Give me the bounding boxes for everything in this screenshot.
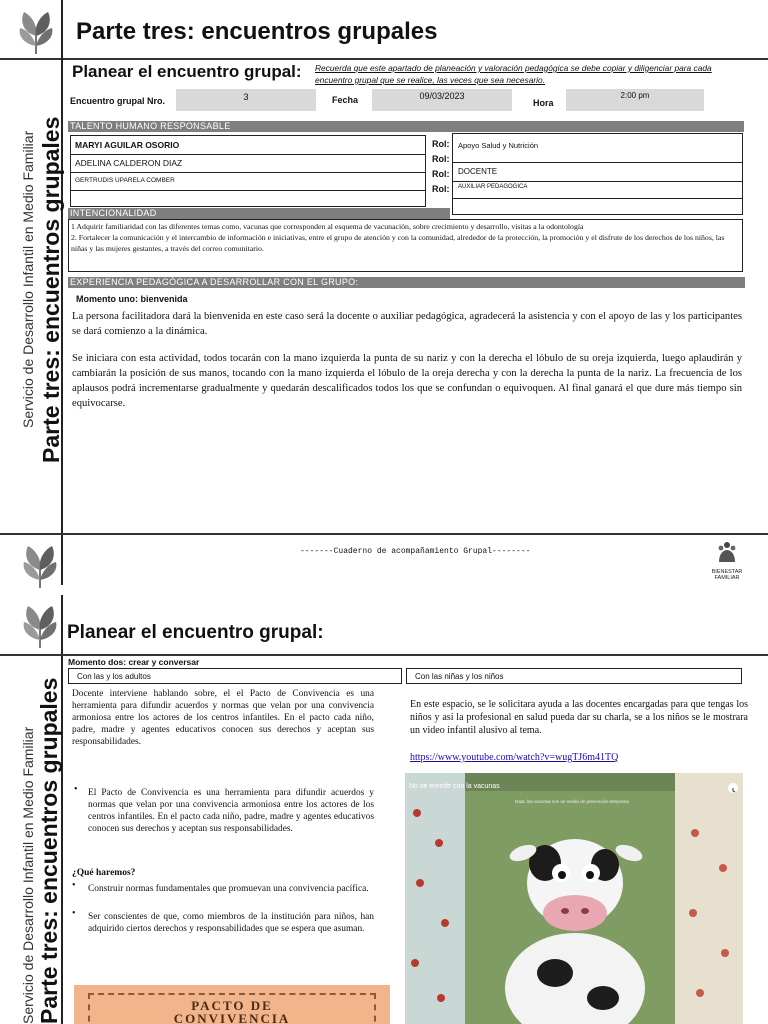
header-divider xyxy=(61,0,63,58)
ninos-paragraph: En este espacio, se le solicitara ayuda a las docentes encargadas para que tengas los niños y así la profesional en salud pueda dar su charla, se a los niños se le mostrara un video infantil alusivo al tema. xyxy=(410,699,748,736)
video-clock-icon xyxy=(728,783,738,793)
intencionalidad-header: INTENCIONALIDAD xyxy=(68,208,450,219)
plan-title-2: Planear el encuentro grupal: xyxy=(67,622,324,643)
footer-text: -------Cuaderno de acompañamiento Grupal-------- xyxy=(300,547,531,556)
video-thumbnail[interactable] xyxy=(405,773,743,1024)
bullet-icon: • xyxy=(72,908,76,919)
cow-puppet-image xyxy=(405,773,743,1024)
rol-label: Rol: xyxy=(432,184,450,194)
momento-uno-paragraph-1: La persona facilitadora dará la bienvenida en este caso será la docente o auxiliar pedagógica, agradecerá la asistencia y con el apoyo de las y los participantes se dará comienzo a la dinámica. xyxy=(72,311,742,337)
talento-header: TALENTO HUMANO RESPONSABLE xyxy=(68,121,744,132)
adultos-paragraph: Docente interviene hablando sobre, el el Pacto de Convivencia es una herramienta para difundir acuerdos y normas que velan por una convivencia armoniosa entre los actores de los centros infantiles. En el pacto cada niño, padre, madre y agentes educativos conocen sus derechos y aceptan sus responsabilidades. xyxy=(72,689,374,747)
momento-uno-label: Momento uno: bienvenida xyxy=(76,294,188,304)
encuentro-value[interactable]: 3 xyxy=(176,89,316,111)
experiencia-header: EXPERIENCIA PEDAGÓGICA A DESARROLLAR CON EL GRUPO: xyxy=(68,277,745,288)
leaf-logo-icon xyxy=(18,540,62,590)
staff-role[interactable]: DOCENTE xyxy=(458,167,498,176)
rol-label: Rol: xyxy=(432,154,450,164)
header-divider xyxy=(61,595,63,655)
staff-roles-table xyxy=(452,133,743,215)
bullet-icon: • xyxy=(74,784,78,795)
staff-role[interactable]: Apoyo Salud y Nutrición xyxy=(458,141,539,150)
bienestar-logo xyxy=(705,540,749,581)
momento-uno-paragraph-2: Se iniciara con esta actividad, todos tocarán con la mano izquierda la punta de su nariz y con la derecha el lóbulo de su oreja izquierda, luego aplaudirán y cambiarán la posición de sus manos, tocando con la mano izquierda el lóbulo de la oreja derecha y con la derecha la punta de la nariz. La frecuencia de los aplausos podrá incrementarse gradualmente y quedarán descalificados todos los que se confundan o equivoquen. Al final ganará el que dure más tiempo sin equivocarse. xyxy=(72,353,742,409)
adultos-header: Con las y los adultos xyxy=(68,668,402,684)
side-service-label: Servicio de Desarrollo Infantil en Medio Familiar xyxy=(20,726,36,1024)
hora-value[interactable]: 2:00 pm xyxy=(566,89,704,111)
leaf-logo-icon xyxy=(14,6,58,56)
haremos-item-2: Ser conscientes de que, como miembros de la institución para niños, han adquirido ciertos derechos y responsabilidades que se espera que asuman. xyxy=(88,912,374,934)
intencionalidad-box[interactable] xyxy=(68,219,743,272)
pacto-title-1: PACTO DE xyxy=(191,998,273,1013)
fecha-value[interactable]: 09/03/2023 xyxy=(372,89,512,111)
intencionalidad-2: 2. Fortalecer la comunicación y el intercambio de información e iniciativas, entre el grupo de atención y con la comunidad, alrededor de la protección, la promoción y el disfrute de los derechos de los niños, las niñas y las mujeres gestantes, a través del correo comunitario. xyxy=(71,233,725,253)
haremos-item-1: Construir normas fundamentales que promuevan una convivencia pacífica. xyxy=(88,884,369,894)
staff-name[interactable]: GERTRUDIS UPARELA COMBER xyxy=(75,177,175,184)
family-icon xyxy=(715,540,739,564)
plan-title: Planear el encuentro grupal: xyxy=(72,62,302,81)
staff-role[interactable]: AUXILIAR PEDAGOGICA xyxy=(458,184,528,190)
que-haremos-heading: ¿Qué haremos? xyxy=(72,868,136,878)
header-rule xyxy=(0,654,768,656)
footer-divider xyxy=(61,535,63,585)
header-rule xyxy=(0,58,768,60)
rol-label: Rol: xyxy=(432,169,450,179)
video-link[interactable]: https://www.youtube.com/watch?v=wugTJ6m41TQ xyxy=(410,752,619,763)
side-section-label: Parte tres: encuentros grupales xyxy=(38,116,64,463)
side-service-label: Servicio de Desarrollo Infantil en Medio Familiar xyxy=(20,130,36,428)
ninos-header: Con las niñas y los niños xyxy=(406,668,742,684)
bullet-icon: • xyxy=(72,880,76,891)
intencionalidad-1: 1 Adquirir familiaridad con las diferentes temas como, vacunas que corresponden al esquema de vacunación, sobre crecimiento y desarrollo, visitas a la odontología xyxy=(71,222,584,231)
staff-names-table xyxy=(70,135,426,207)
momento-dos-label: Momento dos: crear y conversar xyxy=(68,657,200,667)
adultos-bullet: El Pacto de Convivencia es una herramienta para difundir acuerdos y normas que velan por una convivencia armoniosa entre los actores de los centros infantiles. En el pacto cada niño, padre, madre y agentes educativos conocen sus derechos y aceptan sus responsabilidades. xyxy=(88,788,374,834)
pacto-title-2: CONVIVENCIA xyxy=(173,1011,291,1024)
side-section-label: Parte tres: encuentros grupales xyxy=(36,677,62,1024)
video-caption: Nata: las vacunas son un medio de prevención temprana xyxy=(515,799,629,804)
leaf-logo-icon xyxy=(18,600,62,650)
video-title: No se enrede con la vacunas xyxy=(409,783,500,790)
footer-rule xyxy=(0,533,768,535)
encuentro-label: Encuentro grupal Nro. xyxy=(70,96,166,106)
bienestar-text: BIENESTAR FAMILIAR xyxy=(711,569,743,581)
page-title: Parte tres: encuentros grupales xyxy=(76,18,438,45)
staff-name[interactable]: MARYI AGUILAR OSORIO xyxy=(75,140,180,150)
staff-name[interactable]: ADELINA CALDERON DIAZ xyxy=(75,158,183,168)
hora-label: Hora xyxy=(533,98,554,108)
fecha-label: Fecha xyxy=(332,95,359,105)
plan-note: Recuerda que este apartado de planeación y valoración pedagógica se debe copiar y diligenciar para cada encuentro grupal que se realice, las veces que sea necesario. xyxy=(315,63,712,85)
rol-label: Rol: xyxy=(432,139,450,149)
pacto-banner xyxy=(74,985,390,1024)
